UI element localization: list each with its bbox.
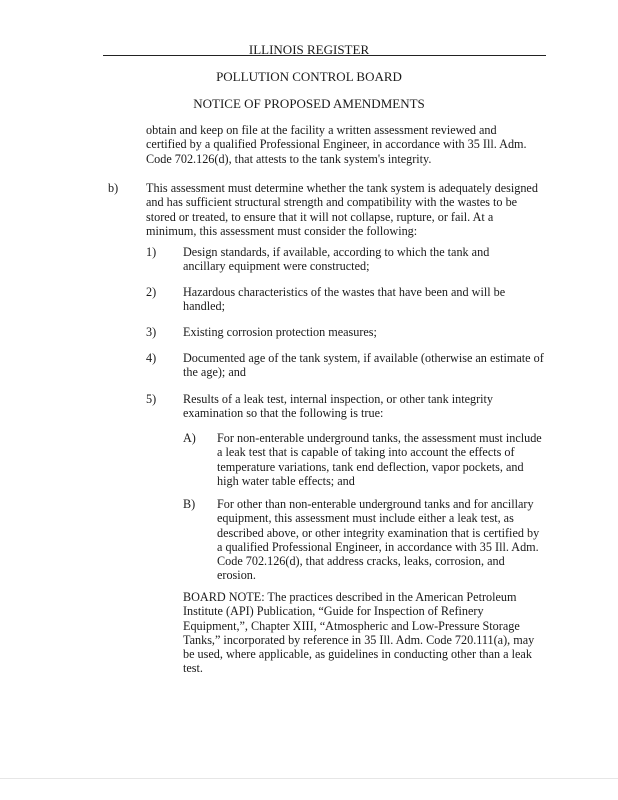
board-title: POLLUTION CONTROL BOARD — [216, 69, 402, 84]
notice-title: NOTICE OF PROPOSED AMENDMENTS — [193, 96, 425, 111]
subsection-b-text: This assessment must determine whether the tank system is adequately designed and has sufficient structural strength and compatibility with the wastes to be stored or treated, to ensure that it will not collapse, rupture, or fail. At a minimum, this assessment must consider the following: — [146, 181, 538, 238]
item-5-label: 5) — [146, 392, 157, 406]
item-5-text: Results of a leak test, internal inspection, or other tank integrity examination so that the following is true: — [183, 392, 494, 421]
subitem-a-text: For non-enterable underground tanks, the assessment must include a leak test that is capable of taking into account the effects of temperature variations, tank end deflection, vapor pockets, and high water table effects; and — [217, 431, 542, 488]
subitem-b-label: B) — [183, 497, 196, 511]
item-4-label: 4) — [146, 351, 157, 365]
subitem-b-text: For other than non-enterable underground tanks and for ancillary equipment, this assessment must include either a leak test, as described above, or other integrity examination that is certified by a qualified Professional Engineer, in accordance with 35 Ill. Adm. Code 702.126(d), that address cracks, leaks, corrosion, and erosion. — [217, 497, 540, 583]
page-bottom-edge — [0, 778, 618, 779]
item-2-text: Hazardous characteristics of the wastes that have been and will be handled; — [183, 285, 506, 314]
item-3-text: Existing corrosion protection measures; — [183, 325, 377, 339]
board-note: BOARD NOTE: The practices described in the American Petroleum Institute (API) Publication, “Guide for Inspection of Refinery Equipment,”, Chapter XIII, “Atmospheric and Low-Pressure Storage Tanks,” incorporated by reference in 35 Ill. Adm. Code 720.111(a), may be used, where applicable, as guidelines in conducting other than a leak test. — [183, 590, 535, 676]
item-2-label: 2) — [146, 285, 157, 299]
item-1-label: 1) — [146, 245, 157, 259]
register-title: ILLINOIS REGISTER — [248, 42, 370, 57]
item-3-label: 3) — [146, 325, 157, 339]
item-4-text: Documented age of the tank system, if available (otherwise an estimate of the age); and — [183, 351, 544, 380]
intro-paragraph: obtain and keep on file at the facility a written assessment reviewed and certified by a qualified Professional Engineer, in accordance with 35 Ill. Adm. Code 702.126(d), that attests to the tank system's integrity. — [146, 123, 527, 166]
subsection-b-label: b) — [108, 181, 119, 195]
item-1-text: Design standards, if available, according to which the tank and ancillary equipment were constructed; — [183, 245, 490, 274]
subitem-a-label: A) — [183, 431, 196, 445]
